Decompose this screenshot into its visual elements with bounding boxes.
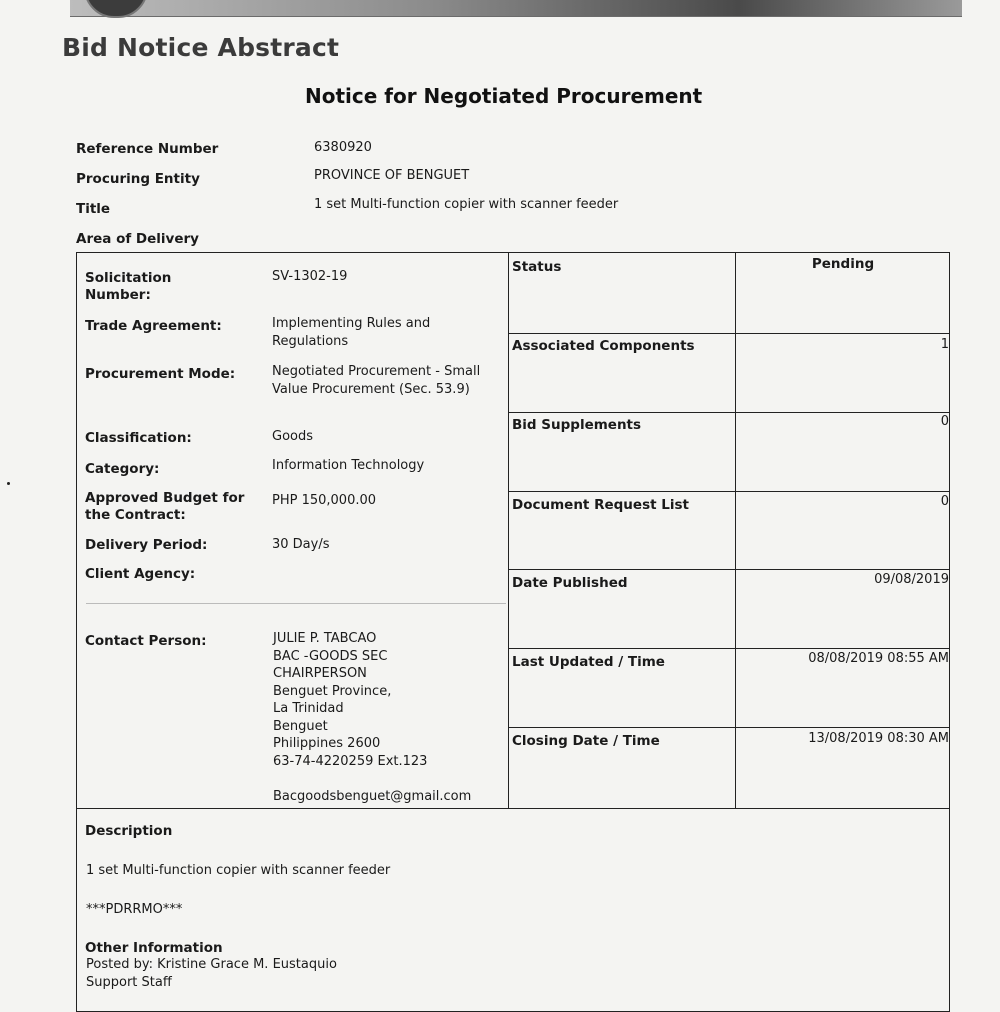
trade-agreement-label: Trade Agreement: xyxy=(85,318,222,334)
document-request-list-value: 0 xyxy=(940,494,949,509)
row-divider xyxy=(508,491,950,492)
solicitation-number-value: SV-1302-19 xyxy=(272,269,348,284)
procurement-mode-value: Negotiated Procurement - Small Value Procurement (Sec. 53.9) xyxy=(272,364,481,397)
associated-components-value: 1 xyxy=(940,337,949,352)
contact-line: Philippines 2600 xyxy=(273,736,381,751)
description-heading: Description xyxy=(85,823,173,839)
contact-person-label: Contact Person: xyxy=(85,633,207,649)
contact-line: CHAIRPERSON xyxy=(273,666,367,681)
description-text: 1 set Multi-function copier with scanner feeder xyxy=(86,863,391,878)
delivery-period-value: 30 Day/s xyxy=(272,537,330,552)
posted-by-text: Posted by: Kristine Grace M. Eustaquio xyxy=(86,957,337,972)
notice-title: Notice for Negotiated Procurement xyxy=(305,84,703,108)
posted-by-role: Support Staff xyxy=(86,975,172,990)
document-request-list-label: Document Request List xyxy=(512,497,689,513)
classification-label: Classification: xyxy=(85,430,192,446)
closing-date-label: Closing Date / Time xyxy=(512,733,660,749)
client-agency-divider xyxy=(86,603,506,604)
contact-person-block xyxy=(273,630,427,770)
category-label: Category: xyxy=(85,461,160,477)
last-updated-value: 08/08/2019 08:55 AM xyxy=(808,651,949,666)
reference-number-value: 6380920 xyxy=(314,140,372,155)
classification-value: Goods xyxy=(272,429,314,444)
area-of-delivery-label: Area of Delivery xyxy=(76,231,199,247)
scan-speck xyxy=(7,482,10,485)
title-value: 1 set Multi-function copier with scanner feeder xyxy=(314,197,619,212)
title-label: Title xyxy=(76,201,111,217)
contact-line: Benguet xyxy=(273,718,328,734)
client-agency-label: Client Agency: xyxy=(85,566,196,582)
contact-email[interactable]: Bacgoodsbenguet@gmail.com xyxy=(273,789,472,804)
header-band xyxy=(70,0,962,17)
column-divider-right xyxy=(735,252,736,809)
row-divider xyxy=(508,727,950,728)
category-value: Information Technology xyxy=(272,458,425,473)
page-title: Bid Notice Abstract xyxy=(62,33,340,62)
procuring-entity-value: PROVINCE OF BENGUET xyxy=(314,168,470,183)
associated-components-label: Associated Components xyxy=(512,338,695,354)
approved-budget-label: Approved Budget for the Contract: xyxy=(85,490,245,523)
bid-supplements-label: Bid Supplements xyxy=(512,417,642,433)
contact-line: BAC -GOODS SEC xyxy=(273,648,388,664)
procurement-mode-label: Procurement Mode: xyxy=(85,366,236,382)
row-divider xyxy=(508,569,950,570)
description-divider xyxy=(76,808,950,809)
contact-line: JULIE P. TABCAO xyxy=(273,631,377,646)
solicitation-number-label: Solicitation Number: xyxy=(85,270,172,303)
date-published-label: Date Published xyxy=(512,575,628,591)
trade-agreement-value: Implementing Rules and Regulations xyxy=(272,316,431,349)
bid-supplements-value: 0 xyxy=(940,414,949,429)
reference-number-label: Reference Number xyxy=(76,141,219,157)
last-updated-label: Last Updated / Time xyxy=(512,654,665,670)
procuring-entity-label: Procuring Entity xyxy=(76,171,200,187)
other-information-heading: Other Information xyxy=(85,940,223,956)
contact-line: La Trinidad xyxy=(273,701,344,716)
row-divider xyxy=(508,648,950,649)
description-tag: ***PDRRMO*** xyxy=(86,902,183,917)
contact-line: 63-74-4220259 Ext.123 xyxy=(273,753,428,769)
status-label: Status xyxy=(512,259,562,275)
date-published-value: 09/08/2019 xyxy=(874,572,949,587)
delivery-period-label: Delivery Period: xyxy=(85,537,208,553)
approved-budget-value: PHP 150,000.00 xyxy=(272,493,377,508)
status-badge: Pending xyxy=(811,256,875,272)
closing-date-value: 13/08/2019 08:30 AM xyxy=(808,731,949,746)
row-divider xyxy=(508,412,950,413)
column-divider-left xyxy=(508,252,509,809)
contact-line: Benguet Province, xyxy=(273,683,392,699)
row-divider xyxy=(508,333,950,334)
